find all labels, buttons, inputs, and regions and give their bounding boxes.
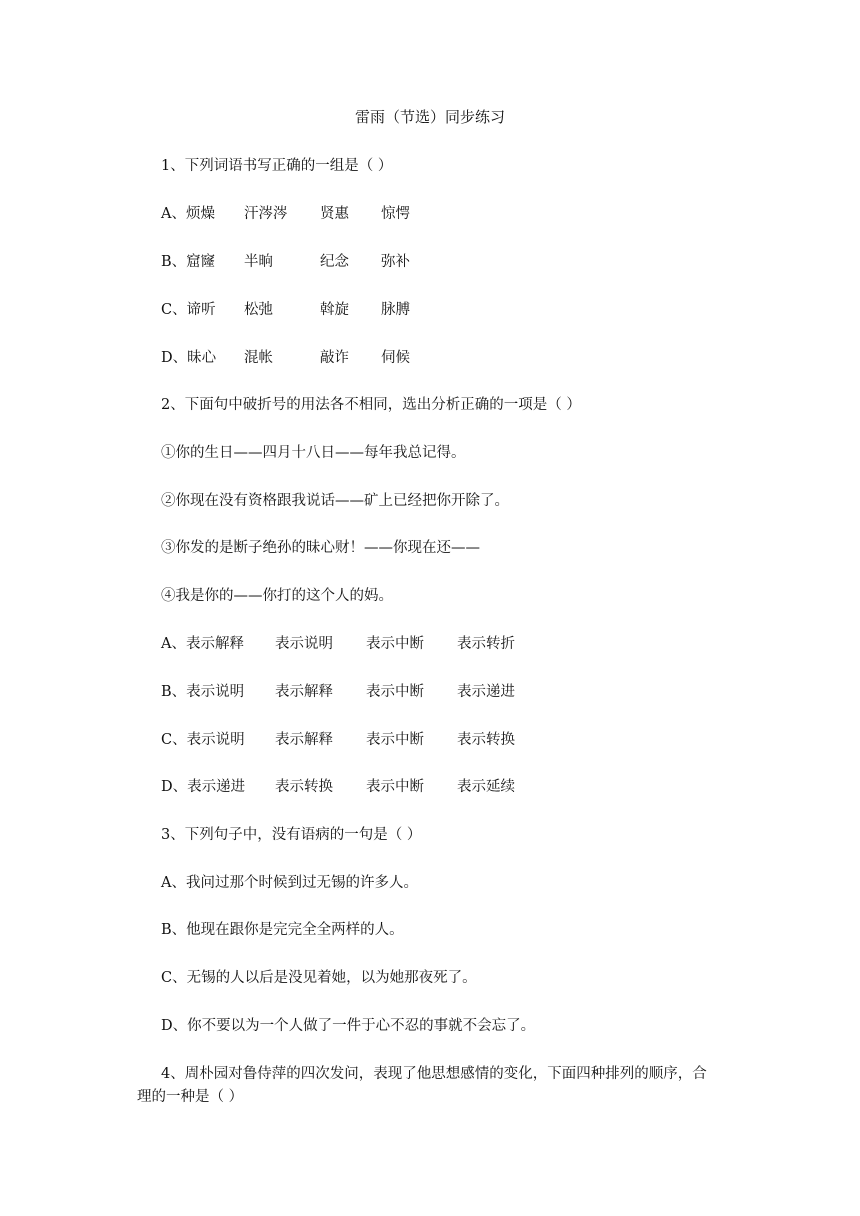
q1-option-d-word-2: 混帐	[244, 350, 273, 366]
q3-option-b: B、他现在跟你是完完全全两样的人。	[161, 922, 404, 938]
q1-option-a-word-2: 汗涔涔	[244, 206, 288, 222]
q2-option-b-part-3: 表示中断	[366, 684, 424, 700]
q2-option-b-part-2: 表示解释	[275, 684, 333, 700]
q1-option-b-word-1: B、窟窿	[161, 254, 216, 270]
q2-sentence-3: ③你发的是断子绝孙的昧心财！——你现在还——	[161, 540, 480, 556]
q3-option-c: C、无锡的人以后是没见着她，以为她那夜死了。	[161, 970, 477, 986]
q2-option-a-part-1: A、表示解释	[161, 636, 244, 652]
q2-sentence-4: ④我是你的——你打的这个人的妈。	[161, 588, 393, 604]
q2-option-d-part-4: 表示延续	[457, 779, 515, 795]
q3-option-d: D、你不要以为一个人做了一件于心不忍的事就不会忘了。	[161, 1018, 536, 1034]
q2-option-c-part-1: C、表示说明	[161, 732, 245, 748]
q2-option-b-part-4: 表示递进	[457, 684, 515, 700]
q1-option-c-word-1: C、谛听	[161, 302, 216, 318]
q1-option-a-word-3: 贤惠	[320, 206, 349, 222]
q1-option-d-word-4: 伺候	[381, 350, 410, 366]
q2-option-a-part-3: 表示中断	[366, 636, 424, 652]
document-title: 雷雨（节选）同步练习	[354, 108, 505, 126]
q2-stem: 2、下面句中破折号的用法各不相同，选出分析正确的一项是（ ）	[161, 397, 581, 413]
q2-option-c-part-2: 表示解释	[275, 732, 333, 748]
q2-option-d-part-3: 表示中断	[366, 779, 424, 795]
q1-option-d-word-3: 敲诈	[320, 350, 349, 366]
q1-option-a-word-4: 惊愕	[381, 206, 410, 222]
q1-option-c-word-4: 脉膊	[381, 302, 410, 318]
q2-sentence-1: ①你的生日——四月十八日——每年我总记得。	[161, 445, 466, 461]
q1-option-b-word-2: 半晌	[244, 254, 273, 270]
q1-option-b-word-4: 弥补	[381, 254, 410, 270]
q1-option-a-word-1: A、烦燥	[161, 206, 215, 222]
q3-stem: 3、下列句子中，没有语病的一句是（ ）	[161, 827, 422, 843]
q2-option-a-part-2: 表示说明	[275, 636, 333, 652]
q2-option-c-part-3: 表示中断	[366, 732, 424, 748]
q1-option-c-word-3: 斡旋	[320, 302, 349, 318]
q2-option-b-part-1: B、表示说明	[161, 684, 245, 700]
q2-option-d-part-1: D、表示递进	[161, 779, 246, 795]
q2-option-c-part-4: 表示转换	[457, 732, 515, 748]
q1-option-c-word-2: 松弛	[244, 302, 273, 318]
q2-option-a-part-4: 表示转折	[457, 636, 515, 652]
q1-option-d-word-1: D、昧心	[161, 350, 217, 366]
q2-option-d-part-2: 表示转换	[275, 779, 333, 795]
q2-sentence-2: ②你现在没有资格跟我说话——矿上已经把你开除了。	[161, 493, 509, 509]
q4-stem-line-1: 4、周朴园对鲁侍萍的四次发问，表现了他思想感情的变化，下面四种排列的顺序，合	[161, 1066, 707, 1082]
q3-option-a: A、我问过那个时候到过无锡的许多人。	[161, 875, 418, 891]
q1-option-b-word-3: 纪念	[320, 254, 349, 270]
q4-stem-line-2: 理的一种是（ ）	[137, 1089, 244, 1105]
q1-stem: 1、下列词语书写正确的一组是（ ）	[161, 158, 393, 174]
